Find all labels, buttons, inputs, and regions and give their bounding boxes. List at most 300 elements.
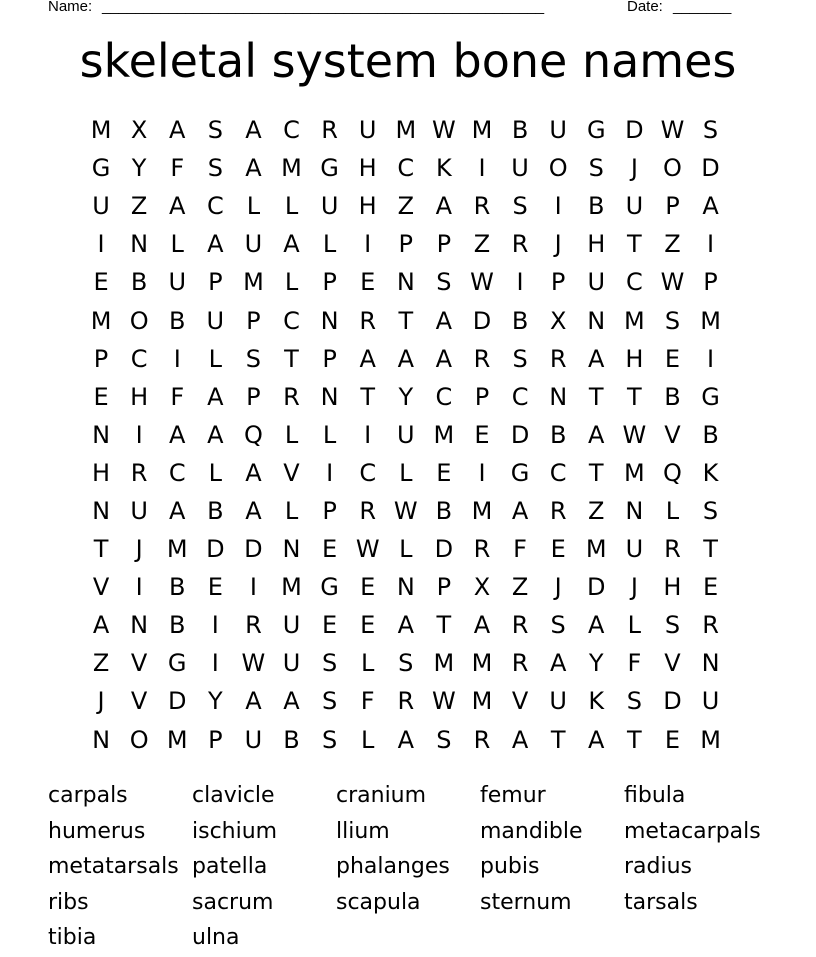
- grid-cell[interactable]: R: [549, 344, 567, 373]
- grid-cell[interactable]: A: [283, 687, 300, 716]
- grid-cell[interactable]: C: [168, 458, 186, 487]
- grid-cell[interactable]: R: [473, 725, 491, 754]
- grid-cell[interactable]: R: [283, 382, 300, 411]
- grid-cell[interactable]: A: [511, 725, 529, 754]
- word-bank-item: tibia: [48, 925, 97, 950]
- grid-cell[interactable]: M: [471, 649, 493, 678]
- grid-cell[interactable]: M: [471, 496, 493, 525]
- word-bank-item: humerus: [48, 818, 146, 844]
- grid-cell[interactable]: N: [92, 725, 111, 754]
- grid-cell[interactable]: T: [398, 306, 414, 335]
- grid-cell[interactable]: P: [246, 306, 261, 335]
- grid-cell[interactable]: W: [432, 116, 456, 145]
- grid-cell[interactable]: L: [361, 649, 375, 678]
- grid-cell[interactable]: K: [588, 687, 605, 716]
- grid-cell[interactable]: G: [320, 573, 339, 602]
- grid-cell[interactable]: D: [167, 687, 187, 716]
- grid-cell[interactable]: M: [243, 268, 264, 297]
- grid-cell[interactable]: R: [664, 535, 681, 564]
- grid-cell[interactable]: I: [478, 458, 486, 487]
- grid-cell[interactable]: U: [358, 116, 377, 145]
- grid-cell[interactable]: Z: [473, 230, 491, 259]
- grid-cell[interactable]: V: [130, 649, 148, 678]
- grid-cell[interactable]: R: [397, 687, 415, 716]
- grid-cell[interactable]: S: [436, 268, 452, 297]
- grid-cell[interactable]: S: [512, 344, 528, 373]
- grid-cell[interactable]: I: [135, 420, 143, 449]
- grid-cell[interactable]: C: [549, 458, 567, 487]
- grid-cell[interactable]: S: [702, 496, 719, 525]
- grid-cell[interactable]: A: [588, 725, 605, 754]
- grid-cell[interactable]: B: [207, 496, 224, 525]
- grid-cell[interactable]: Y: [588, 649, 604, 678]
- date-line[interactable]: _______: [673, 0, 732, 15]
- grid-cell[interactable]: W: [470, 268, 494, 297]
- grid-cell[interactable]: S: [626, 687, 642, 716]
- grid-cell[interactable]: E: [93, 268, 109, 297]
- grid-cell[interactable]: N: [625, 496, 644, 525]
- grid-cell[interactable]: A: [435, 192, 453, 221]
- grid-cell[interactable]: C: [130, 344, 148, 373]
- grid-cell[interactable]: L: [284, 268, 299, 297]
- grid-cell[interactable]: E: [550, 535, 566, 564]
- grid-cell[interactable]: F: [360, 687, 375, 716]
- grid-cell[interactable]: S: [550, 611, 566, 640]
- grid-cell[interactable]: A: [207, 230, 224, 259]
- grid-cell[interactable]: D: [587, 573, 606, 602]
- grid-cell[interactable]: L: [399, 535, 413, 564]
- grid-cell[interactable]: S: [321, 725, 338, 754]
- grid-cell[interactable]: P: [246, 382, 261, 411]
- grid-cell[interactable]: M: [395, 116, 417, 145]
- grid-cell[interactable]: A: [588, 420, 605, 449]
- grid-cell[interactable]: Y: [207, 687, 223, 716]
- grid-cell[interactable]: G: [167, 649, 187, 678]
- grid-cell[interactable]: I: [364, 230, 372, 259]
- grid-cell[interactable]: M: [471, 116, 493, 145]
- grid-cell[interactable]: A: [245, 116, 262, 145]
- grid-cell[interactable]: A: [169, 116, 186, 145]
- grid-cell[interactable]: T: [360, 382, 376, 411]
- grid-cell[interactable]: B: [588, 192, 605, 221]
- grid-cell[interactable]: P: [474, 382, 490, 411]
- grid-cell[interactable]: A: [207, 382, 224, 411]
- grid-cell[interactable]: I: [211, 611, 219, 640]
- grid-cell[interactable]: V: [92, 573, 110, 602]
- grid-cell[interactable]: B: [549, 420, 567, 449]
- grid-cell[interactable]: A: [588, 611, 605, 640]
- word-bank-item: ulna: [192, 925, 240, 950]
- grid-cell[interactable]: L: [665, 496, 680, 525]
- grid-cell[interactable]: O: [129, 725, 149, 754]
- grid-cell[interactable]: Z: [397, 192, 415, 221]
- grid-cell[interactable]: H: [358, 154, 377, 183]
- grid-cell[interactable]: O: [548, 154, 568, 183]
- grid-cell[interactable]: U: [511, 154, 529, 183]
- grid-cell[interactable]: A: [245, 458, 262, 487]
- grid-cell[interactable]: L: [322, 420, 337, 449]
- grid-cell[interactable]: U: [549, 687, 567, 716]
- grid-cell[interactable]: I: [249, 573, 257, 602]
- grid-cell[interactable]: V: [130, 687, 148, 716]
- grid-cell[interactable]: H: [92, 458, 111, 487]
- grid-cell[interactable]: Z: [92, 649, 110, 678]
- grid-cell[interactable]: T: [588, 458, 604, 487]
- grid-cell[interactable]: U: [168, 268, 187, 297]
- grid-cell[interactable]: E: [322, 611, 338, 640]
- grid-cell[interactable]: I: [211, 649, 219, 678]
- grid-cell[interactable]: I: [707, 230, 715, 259]
- grid-cell[interactable]: I: [478, 154, 486, 183]
- grid-cell[interactable]: P: [208, 268, 223, 297]
- grid-cell[interactable]: R: [511, 649, 529, 678]
- grid-cell[interactable]: E: [360, 573, 376, 602]
- grid-cell[interactable]: L: [399, 458, 413, 487]
- grid-cell[interactable]: B: [511, 306, 529, 335]
- grid-cell[interactable]: B: [664, 382, 681, 411]
- grid-cell[interactable]: R: [511, 230, 529, 259]
- grid-cell[interactable]: S: [207, 154, 223, 183]
- grid-cell[interactable]: I: [173, 344, 181, 373]
- grid-cell[interactable]: S: [398, 649, 414, 678]
- grid-cell[interactable]: F: [513, 535, 527, 564]
- grid-cell[interactable]: M: [281, 154, 302, 183]
- grid-cell[interactable]: N: [701, 649, 720, 678]
- grid-cell[interactable]: O: [129, 306, 149, 335]
- grid-cell[interactable]: D: [472, 306, 492, 335]
- grid-cell[interactable]: C: [397, 154, 415, 183]
- grid-cell[interactable]: C: [625, 268, 643, 297]
- grid-cell[interactable]: V: [283, 458, 300, 487]
- grid-cell[interactable]: N: [320, 306, 339, 335]
- grid-cell[interactable]: P: [665, 192, 680, 221]
- grid-cell[interactable]: U: [397, 420, 415, 449]
- grid-cell[interactable]: A: [397, 725, 414, 754]
- grid-cell[interactable]: V: [511, 687, 529, 716]
- grid-cell[interactable]: G: [91, 154, 111, 183]
- grid-cell[interactable]: U: [130, 496, 148, 525]
- grid-cell[interactable]: H: [625, 344, 644, 373]
- grid-cell[interactable]: A: [397, 344, 414, 373]
- grid-cell[interactable]: W: [660, 268, 685, 297]
- grid-cell[interactable]: M: [624, 458, 645, 487]
- grid-cell[interactable]: I: [326, 458, 334, 487]
- grid-cell[interactable]: B: [283, 725, 300, 754]
- grid-cell[interactable]: A: [549, 649, 567, 678]
- grid-cell[interactable]: I: [554, 192, 562, 221]
- grid-cell[interactable]: M: [471, 687, 493, 716]
- grid-cell[interactable]: U: [587, 268, 606, 297]
- grid-cell[interactable]: W: [622, 420, 647, 449]
- grid-cell[interactable]: A: [473, 611, 491, 640]
- grid-cell[interactable]: I: [516, 268, 524, 297]
- grid-cell[interactable]: T: [436, 611, 452, 640]
- grid-cell[interactable]: W: [660, 116, 685, 145]
- grid-cell[interactable]: R: [473, 192, 491, 221]
- grid-cell[interactable]: X: [473, 573, 491, 602]
- letter-grid: [82, 111, 730, 759]
- grid-cell[interactable]: C: [283, 306, 300, 335]
- grid-cell[interactable]: B: [511, 116, 529, 145]
- grid-cell[interactable]: C: [359, 458, 377, 487]
- grid-cell[interactable]: E: [664, 344, 681, 373]
- grid-cell[interactable]: M: [166, 535, 188, 564]
- grid-cell[interactable]: F: [170, 154, 185, 183]
- grid-cell[interactable]: I: [364, 420, 372, 449]
- grid-cell[interactable]: U: [92, 192, 110, 221]
- grid-cell[interactable]: J: [630, 154, 638, 183]
- grid-cell[interactable]: H: [358, 192, 377, 221]
- grid-cell[interactable]: S: [664, 306, 681, 335]
- grid-cell[interactable]: A: [169, 192, 186, 221]
- grid-cell[interactable]: E: [207, 573, 223, 602]
- grid-cell[interactable]: R: [245, 611, 262, 640]
- grid-cell[interactable]: B: [702, 420, 719, 449]
- grid-cell[interactable]: N: [549, 382, 568, 411]
- grid-cell[interactable]: B: [169, 611, 186, 640]
- grid-cell[interactable]: S: [321, 687, 338, 716]
- grid-cell[interactable]: A: [245, 687, 262, 716]
- grid-cell[interactable]: P: [208, 725, 223, 754]
- grid-cell[interactable]: T: [703, 535, 718, 564]
- grid-cell[interactable]: P: [322, 268, 337, 297]
- grid-cell[interactable]: O: [663, 154, 682, 183]
- grid-cell[interactable]: M: [624, 306, 645, 335]
- grid-cell[interactable]: R: [130, 458, 148, 487]
- grid-cell[interactable]: A: [588, 344, 605, 373]
- grid-cell[interactable]: E: [360, 268, 376, 297]
- grid-cell[interactable]: P: [436, 573, 452, 602]
- date-label: Date:: [627, 0, 663, 15]
- grid-cell[interactable]: P: [398, 230, 414, 259]
- grid-cell[interactable]: L: [246, 192, 261, 221]
- grid-cell[interactable]: A: [397, 611, 414, 640]
- grid-cell[interactable]: N: [320, 382, 339, 411]
- grid-cell[interactable]: T: [588, 382, 604, 411]
- grid-cell[interactable]: E: [474, 420, 490, 449]
- grid-cell[interactable]: N: [396, 268, 415, 297]
- grid-cell[interactable]: A: [702, 192, 719, 221]
- grid-cell[interactable]: P: [436, 230, 452, 259]
- grid-cell[interactable]: J: [630, 573, 638, 602]
- grid-cell[interactable]: E: [702, 573, 719, 602]
- grid-cell[interactable]: N: [130, 611, 149, 640]
- grid-cell[interactable]: M: [433, 649, 455, 678]
- grid-cell[interactable]: Z: [588, 496, 605, 525]
- grid-cell[interactable]: U: [549, 116, 567, 145]
- name-line[interactable]: _____________________________________________________: [102, 0, 545, 15]
- grid-cell[interactable]: U: [701, 687, 720, 716]
- grid-cell[interactable]: J: [554, 573, 562, 602]
- grid-cell[interactable]: L: [170, 230, 184, 259]
- grid-cell[interactable]: M: [433, 420, 455, 449]
- grid-cell[interactable]: Y: [398, 382, 414, 411]
- grid-cell[interactable]: E: [664, 725, 681, 754]
- grid-cell[interactable]: L: [284, 192, 299, 221]
- grid-cell[interactable]: M: [281, 573, 302, 602]
- grid-cell[interactable]: L: [208, 344, 223, 373]
- grid-cell[interactable]: D: [701, 154, 720, 183]
- grid-cell[interactable]: D: [206, 535, 225, 564]
- grid-cell[interactable]: P: [550, 268, 566, 297]
- grid-cell[interactable]: A: [435, 344, 453, 373]
- grid-cell[interactable]: Z: [130, 192, 148, 221]
- grid-cell[interactable]: J: [97, 687, 105, 716]
- grid-cell[interactable]: J: [135, 535, 143, 564]
- grid-cell[interactable]: S: [702, 116, 719, 145]
- grid-cell[interactable]: G: [510, 458, 530, 487]
- grid-cell[interactable]: S: [512, 192, 528, 221]
- grid-cell[interactable]: S: [588, 154, 604, 183]
- grid-cell[interactable]: K: [436, 154, 452, 183]
- word-bank-item: ribs: [48, 889, 89, 915]
- grid-cell[interactable]: B: [169, 573, 186, 602]
- grid-cell[interactable]: L: [627, 611, 642, 640]
- grid-cell[interactable]: I: [97, 230, 105, 259]
- grid-cell[interactable]: A: [283, 230, 300, 259]
- grid-cell[interactable]: J: [554, 230, 562, 259]
- grid-cell[interactable]: S: [245, 344, 262, 373]
- grid-cell[interactable]: W: [393, 496, 418, 525]
- grid-cell[interactable]: B: [130, 268, 148, 297]
- grid-cell[interactable]: R: [511, 611, 529, 640]
- grid-cell[interactable]: M: [700, 725, 721, 754]
- grid-cell[interactable]: A: [92, 611, 110, 640]
- grid-cell[interactable]: T: [284, 344, 299, 373]
- grid-cell[interactable]: E: [436, 458, 452, 487]
- grid-cell[interactable]: W: [355, 535, 380, 564]
- grid-cell[interactable]: U: [320, 192, 339, 221]
- grid-cell[interactable]: K: [702, 458, 719, 487]
- grid-cell[interactable]: R: [473, 535, 491, 564]
- grid-cell[interactable]: M: [700, 306, 721, 335]
- grid-cell[interactable]: E: [322, 535, 338, 564]
- word-bank-item: ischium: [192, 818, 278, 844]
- grid-cell[interactable]: M: [166, 725, 188, 754]
- grid-cell[interactable]: V: [664, 420, 681, 449]
- grid-cell[interactable]: P: [703, 268, 718, 297]
- grid-cell[interactable]: S: [664, 611, 681, 640]
- grid-cell[interactable]: Q: [663, 458, 682, 487]
- grid-cell[interactable]: U: [244, 230, 263, 259]
- grid-cell[interactable]: U: [244, 725, 263, 754]
- grid-cell[interactable]: E: [93, 382, 109, 411]
- grid-cell[interactable]: X: [549, 306, 567, 335]
- grid-cell[interactable]: D: [663, 687, 682, 716]
- grid-cell[interactable]: C: [435, 382, 453, 411]
- grid-cell[interactable]: H: [663, 573, 682, 602]
- grid-cell[interactable]: H: [587, 230, 606, 259]
- grid-cell[interactable]: Q: [243, 420, 263, 449]
- grid-cell[interactable]: M: [90, 116, 112, 145]
- grid-cell[interactable]: R: [359, 496, 377, 525]
- grid-cell[interactable]: F: [627, 649, 642, 678]
- grid-cell[interactable]: L: [284, 420, 299, 449]
- word-bank: [48, 778, 768, 956]
- grid-cell[interactable]: R: [549, 496, 567, 525]
- grid-cell[interactable]: L: [322, 230, 337, 259]
- grid-cell[interactable]: R: [359, 306, 377, 335]
- grid-cell[interactable]: H: [130, 382, 149, 411]
- grid-cell[interactable]: A: [207, 420, 224, 449]
- grid-cell[interactable]: X: [130, 116, 148, 145]
- grid-cell[interactable]: A: [169, 496, 186, 525]
- grid-cell[interactable]: N: [130, 230, 149, 259]
- grid-cell[interactable]: L: [284, 496, 299, 525]
- grid-cell[interactable]: S: [436, 725, 452, 754]
- grid-cell[interactable]: R: [473, 344, 491, 373]
- grid-cell[interactable]: M: [90, 306, 112, 335]
- grid-cell[interactable]: T: [627, 382, 642, 411]
- grid-cell[interactable]: S: [321, 649, 338, 678]
- grid-cell[interactable]: A: [359, 344, 376, 373]
- grid-cell[interactable]: A: [169, 420, 186, 449]
- grid-cell[interactable]: I: [707, 344, 715, 373]
- grid-cell[interactable]: B: [169, 306, 186, 335]
- grid-cell[interactable]: F: [170, 382, 185, 411]
- grid-cell[interactable]: C: [206, 192, 224, 221]
- grid-cell[interactable]: P: [322, 496, 337, 525]
- grid-cell[interactable]: C: [511, 382, 529, 411]
- grid-cell[interactable]: W: [241, 649, 266, 678]
- grid-cell[interactable]: D: [510, 420, 530, 449]
- grid-cell[interactable]: U: [206, 306, 225, 335]
- grid-cell[interactable]: A: [511, 496, 529, 525]
- grid-cell[interactable]: D: [244, 535, 263, 564]
- grid-cell[interactable]: N: [396, 573, 415, 602]
- grid-cell[interactable]: L: [361, 725, 375, 754]
- grid-cell[interactable]: U: [282, 649, 301, 678]
- grid-cell[interactable]: D: [625, 116, 644, 145]
- grid-cell[interactable]: Z: [511, 573, 529, 602]
- grid-cell[interactable]: V: [664, 649, 681, 678]
- grid-cell[interactable]: U: [625, 192, 644, 221]
- grid-cell[interactable]: M: [585, 535, 607, 564]
- grid-cell[interactable]: N: [587, 306, 606, 335]
- grid-cell[interactable]: G: [701, 382, 720, 411]
- grid-cell[interactable]: R: [321, 116, 338, 145]
- grid-cell[interactable]: Y: [131, 154, 147, 183]
- grid-cell[interactable]: G: [320, 154, 339, 183]
- grid-cell[interactable]: W: [432, 687, 456, 716]
- grid-cell[interactable]: A: [435, 306, 453, 335]
- grid-cell[interactable]: R: [702, 611, 719, 640]
- grid-cell[interactable]: S: [207, 116, 223, 145]
- grid-cell[interactable]: G: [586, 116, 606, 145]
- grid-cell[interactable]: P: [322, 344, 337, 373]
- grid-cell[interactable]: A: [245, 154, 262, 183]
- grid-cell[interactable]: T: [550, 725, 566, 754]
- word-bank-item: metatarsals: [48, 854, 179, 879]
- grid-cell[interactable]: B: [435, 496, 453, 525]
- grid-cell[interactable]: A: [245, 496, 262, 525]
- grid-cell[interactable]: Z: [664, 230, 681, 259]
- grid-cell[interactable]: P: [93, 344, 109, 373]
- grid-cell[interactable]: N: [282, 535, 301, 564]
- grid-cell[interactable]: N: [92, 420, 111, 449]
- grid-cell[interactable]: L: [208, 458, 223, 487]
- grid-cell[interactable]: C: [283, 116, 300, 145]
- grid-cell[interactable]: U: [282, 611, 301, 640]
- grid-cell[interactable]: U: [625, 535, 644, 564]
- grid-cell[interactable]: N: [92, 496, 111, 525]
- grid-cell[interactable]: T: [627, 725, 642, 754]
- grid-cell[interactable]: T: [627, 230, 642, 259]
- grid-cell[interactable]: D: [434, 535, 454, 564]
- grid-cell[interactable]: T: [93, 535, 109, 564]
- grid-cell[interactable]: E: [360, 611, 376, 640]
- grid-cell[interactable]: I: [135, 573, 143, 602]
